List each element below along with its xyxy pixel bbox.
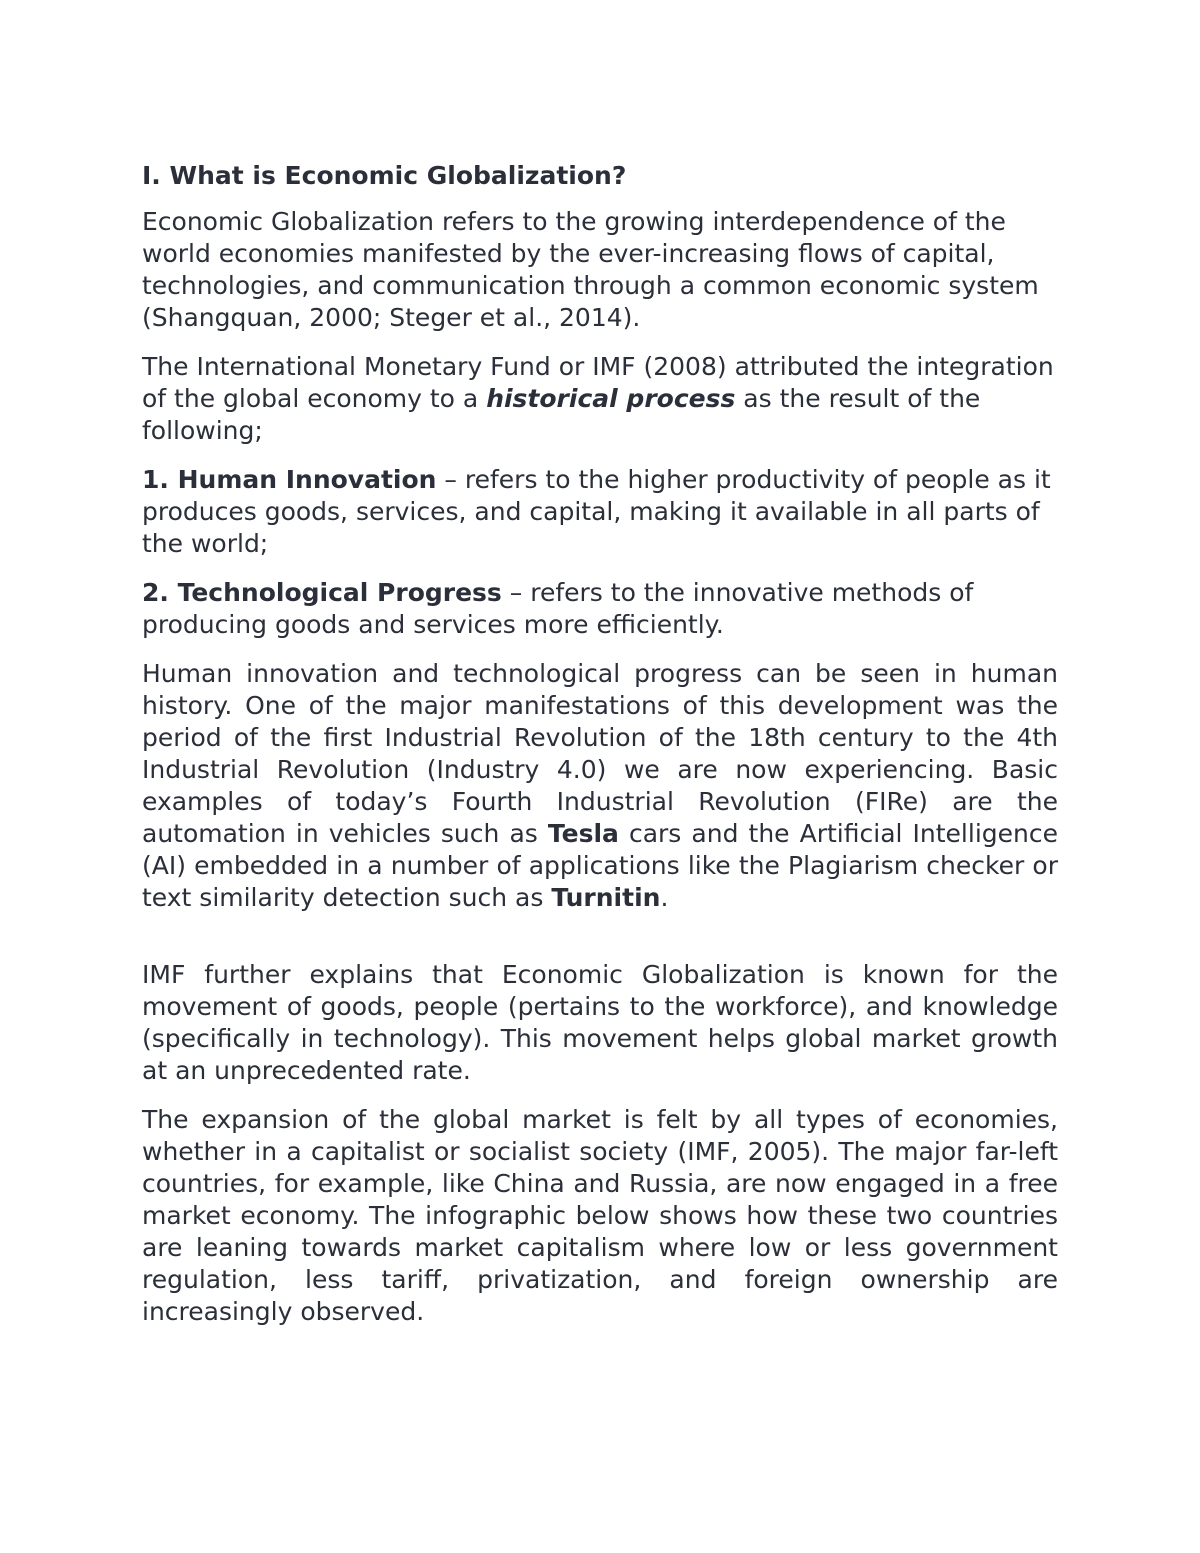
movement-paragraph: IMF further explains that Economic Globalization is known for the movement of goods, people (pertains to the workforce), and knowledge (specifically in technology). This movement helps global market growth at an unprecedented rate.: [142, 960, 1058, 1085]
tesla-term: Tesla: [547, 819, 619, 848]
industrial-revolution-paragraph: [142, 658, 1058, 914]
technological-progress-text: – refers to the innovative methods of producing goods and services more efficiently.: [142, 578, 974, 639]
revolution-text-before: Human innovation and technological progress can be seen in human history. One of the major manifestations of this development was the period of the first Industrial Revolution of the 18th century to the 4th Industrial Revolution (Industry 4.0) we are now experiencing. Basic examples of today’s Fourth Industrial Revolution (FIRe) are the automation in vehicles such as: [142, 659, 1058, 848]
document-page: [142, 160, 1058, 1345]
imf-paragraph: [142, 351, 1058, 447]
imf-text-before: The International Monetary Fund or IMF (2008) attributed the integration of the global economy to a: [142, 352, 1054, 413]
human-innovation-text: – refers to the higher productivity of people as it produces goods, services, and capital, making it available in all parts of the world;: [142, 465, 1051, 558]
turnitin-term: Turnitin: [551, 883, 661, 912]
section-heading: I. What is Economic Globalization?: [142, 161, 627, 190]
paragraph-spacer: [142, 931, 1058, 959]
historical-process-emphasis: historical process: [486, 384, 736, 413]
revolution-text-after: .: [660, 883, 669, 912]
list-item-human-innovation: [142, 464, 1058, 560]
human-innovation-term: 1. Human Innovation: [142, 465, 437, 494]
market-expansion-paragraph: The expansion of the global market is felt by all types of economies, whether in a capitalist or socialist society (IMF, 2005). The major far-left countries, for example, like China and Russia, are now engaged in a free market economy. The infographic below shows how these two countries are leaning towards market capitalism where low or less government regulation, less tariff, privatization, and foreign ownership are increasingly observed.: [142, 1105, 1058, 1326]
revolution-text-middle: cars and the Artificial Intelligence (AI) embedded in a number of applications like the Plagiarism checker or text similarity detection such as: [142, 819, 1058, 912]
technological-progress-term: 2. Technological Progress: [142, 578, 502, 607]
list-item-technological-progress: [142, 577, 1058, 641]
imf-text-after: as the result of the following;: [142, 384, 981, 445]
definition-paragraph: Economic Globalization refers to the growing interdependence of the world economies manifested by the ever-increasing flows of capital, technologies, and communication through a common economic system (Shangquan, 2000; Steger et al., 2014).: [142, 207, 1039, 332]
